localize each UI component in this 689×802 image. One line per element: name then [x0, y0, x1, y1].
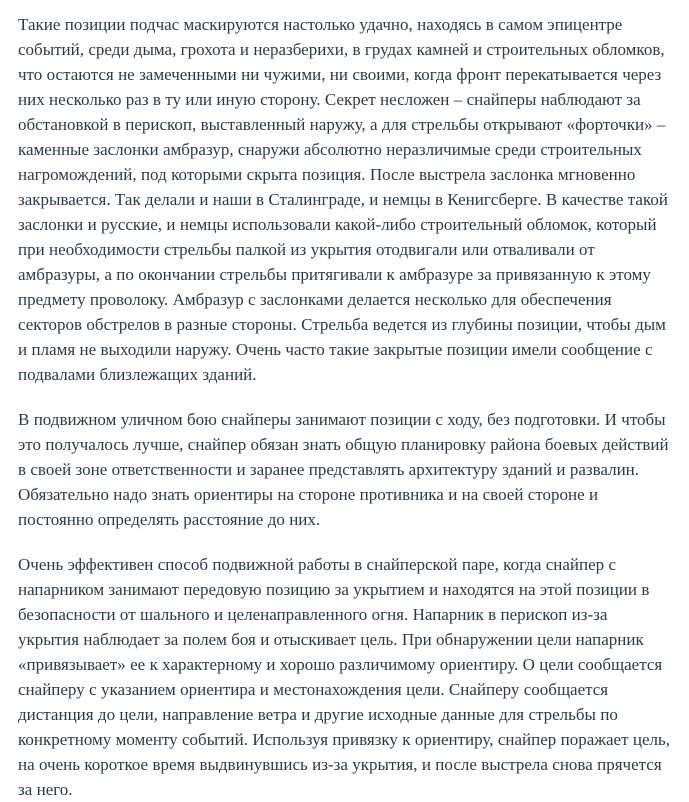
body-paragraph-2: В подвижном уличном бою снайперы занимают позиции с ходу, без подготовки. И чтобы это получалось лучше, снайпер обязан знать общую планировку района боевых действий в своей зоне ответственности и заранее представлять архитектуру зданий и развалин. Обязательно надо знать ориентиры на стороне противника и на своей стороне и постоянно определять расстояние до них. [18, 410, 669, 529]
article-body [18, 12, 672, 802]
body-paragraph-1: Такие позиции подчас маскируются настолько удачно, находясь в самом эпицентре событий, среди дыма, грохота и неразберихи, в грудах камней и строительных обломков, что остаются не замеченными ни чужими, ни своими, когда фронт перекатывается через них несколько раз в ту или иную сторону. Секрет несложен – снайперы наблюдают за обстановкой в перископ, выставленный наружу, а для стрельбы открывают «форточки» – каменные заслонки амбразур, снаружи абсолютно неразличимые среди строительных нагромождений, под которыми скрыта позиция. После выстрела заслонка мгновенно закрывается. Так делали и наши в Сталинграде, и немцы в Кенигсберге. В качестве такой заслонки и русские, и немцы использовали какой-либо строительный обломок, который при необходимости стрельбы палкой из укрытия отодвигали или отваливали от амбразуры, а по окончании стрельбы притягивали к амбразуре за привязанную к этому предмету проволоку. Амбразур с заслонками делается несколько для обеспечения секторов обстрелов в разные стороны. Стрельба ведется из глубины позиции, чтобы дым и пламя не выходили наружу. Очень часто такие закрытые позиции имели сообщение с подвалами близлежащих зданий. [18, 15, 668, 384]
body-paragraph-3: Очень эффективен способ подвижной работы в снайперской паре, когда снайпер с напарником занимают передовую позицию за укрытием и находятся на этой позиции в безопасности от шального и целенаправленного огня. Напарник в перископ из-за укрытия наблюдает за полем боя и отыскивает цель. При обнаружении цели напарник «привязывает» ее к характерному и хорошо различимому ориентиру. О цели сообщается снайперу с указанием ориентира и местонахождения цели. Снайперу сообщается дистанция до цели, направление ветра и другие исходные данные для стрельбы по конкретному моменту событий. Используя привязку к ориентиру, снайпер поражает цель, на очень короткое время выдвинувшись из-за укрытия, и после выстрела снова прячется за него. [18, 555, 670, 799]
